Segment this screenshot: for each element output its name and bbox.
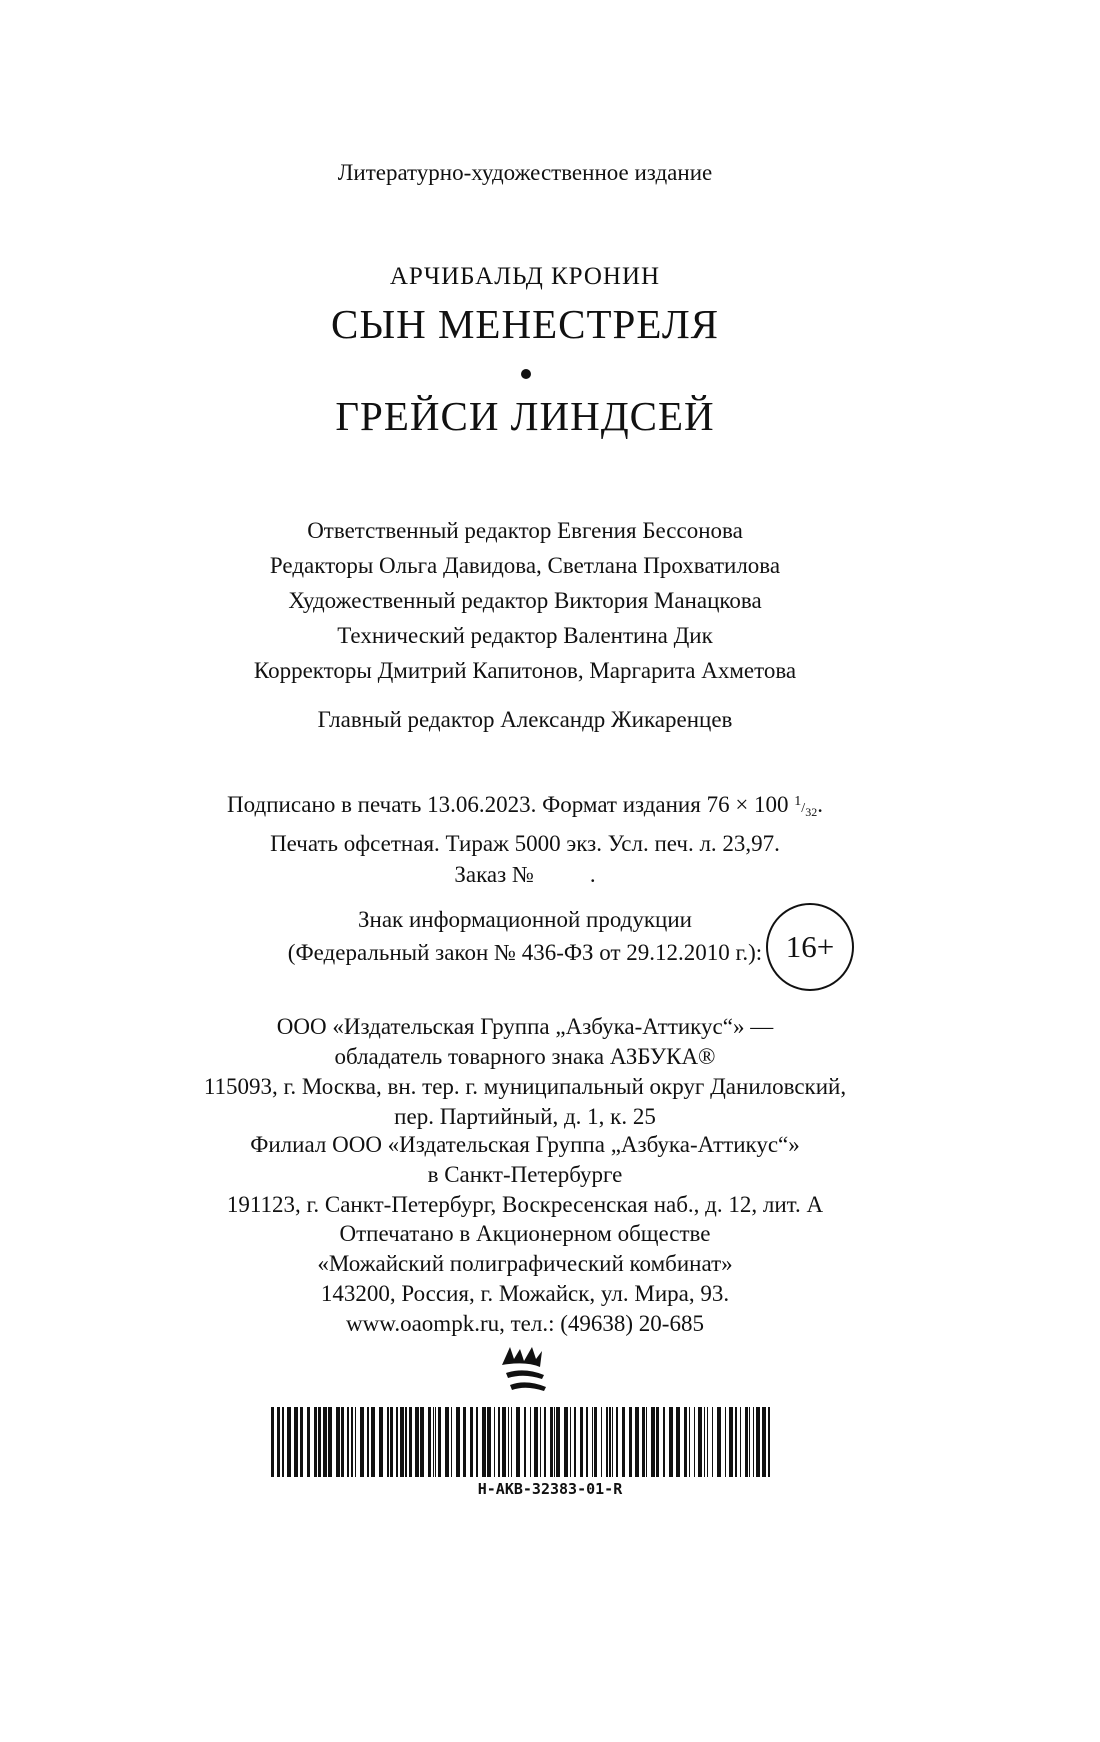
publisher-line: ООО «Издательская Группа „Азбука-Аттикус“» — (276, 1014, 774, 1039)
barcode-bar (540, 1407, 541, 1477)
barcode-bar (405, 1407, 407, 1477)
barcode-bar (712, 1407, 713, 1477)
barcode-bar (580, 1407, 583, 1477)
barcode-bar (601, 1407, 602, 1477)
printing-details (0, 786, 1050, 890)
barcode-bar (371, 1407, 375, 1477)
barcode-bar (612, 1407, 613, 1477)
barcode-bar (544, 1407, 546, 1477)
print-format-line (0, 786, 1050, 828)
barcode-bar (729, 1407, 733, 1477)
publisher-logo-icon (500, 1345, 552, 1395)
branch-line: 191123, г. Санкт-Петербург, Воскресенская наб., д. 12, лит. А (226, 1192, 824, 1217)
info-sign-text (0, 903, 1050, 969)
barcode-bar (609, 1407, 611, 1477)
barcode-bar (511, 1407, 512, 1477)
barcode-bar (574, 1407, 576, 1477)
barcode-bar (622, 1407, 625, 1477)
branch-info (0, 1130, 1050, 1220)
barcode-bar (277, 1407, 280, 1477)
title-separator-bullet (521, 369, 531, 379)
barcode-bar (707, 1407, 708, 1477)
printer-line: 143200, Россия, г. Можайск, ул. Мира, 93. (320, 1281, 730, 1306)
barcode-bar (550, 1407, 553, 1477)
barcode-bar (740, 1407, 741, 1477)
barcode-bar (570, 1407, 571, 1477)
publisher-info (0, 1012, 1050, 1132)
barcode-label: H-AKB-32383-01-R (477, 1480, 623, 1498)
barcode-bar (445, 1407, 449, 1477)
barcode-bar (456, 1407, 460, 1477)
barcode-bar (482, 1407, 486, 1477)
barcode-bar (725, 1407, 726, 1477)
barcode-bar (663, 1407, 665, 1477)
order-line (0, 859, 1050, 890)
barcode-bar (367, 1407, 369, 1477)
barcode-bar (745, 1407, 748, 1477)
credit-line: Ответственный редактор Евгения Бессонова (307, 518, 743, 543)
barcode-bar (694, 1407, 695, 1477)
barcode-bar (428, 1407, 431, 1477)
barcode-bar (669, 1407, 673, 1477)
branch-line: Филиал ООО «Издательская Группа „Азбука-Аттикус“» (250, 1132, 800, 1157)
barcode-bar (328, 1407, 332, 1477)
barcode-bar (768, 1407, 770, 1477)
printer-line: Отпечатано в Акционерном обществе (339, 1221, 711, 1246)
printer-line: www.oaompk.ru, тел.: (49638) 20-685 (346, 1311, 704, 1336)
barcode-bar (451, 1407, 452, 1477)
barcode (271, 1407, 775, 1477)
barcode-bar (592, 1407, 593, 1477)
barcode-bar (300, 1407, 303, 1477)
barcode-bar (676, 1407, 680, 1477)
credit-line: Технический редактор Валентина Дик (337, 623, 713, 648)
order-label: Заказ № (454, 862, 534, 887)
barcode-bar (294, 1407, 298, 1477)
fraction-denominator: 32 (805, 805, 818, 819)
barcode-bar (635, 1407, 639, 1477)
barcode-bar (534, 1407, 538, 1477)
barcode-bar (400, 1407, 404, 1477)
barcode-bar (282, 1407, 284, 1477)
barcode-bar (351, 1407, 353, 1477)
barcode-bar (646, 1407, 647, 1477)
barcode-bar (749, 1407, 750, 1477)
print-format-end: . (817, 792, 823, 817)
barcode-bar (564, 1407, 568, 1477)
barcode-bar (287, 1407, 291, 1477)
barcode-bar (704, 1407, 705, 1477)
barcode-bar (717, 1407, 721, 1477)
barcode-bar (433, 1407, 434, 1477)
barcode-bar (487, 1407, 491, 1477)
barcode-bar (586, 1407, 588, 1477)
barcode-bar (508, 1407, 509, 1477)
barcode-bar (438, 1407, 441, 1477)
print-run-line: Печать офсетная. Тираж 5000 экз. Усл. печ. л. 23,97. (270, 831, 780, 856)
order-end: . (589, 862, 596, 887)
barcode-bar (435, 1407, 436, 1477)
edition-type: Литературно-художественное издание (337, 160, 713, 185)
print-format-text: Подписано в печать 13.06.2023. Формат издания 76 × 100 (227, 792, 789, 817)
barcode-bar (756, 1407, 760, 1477)
barcode-bar (762, 1407, 766, 1477)
barcode-bar (314, 1407, 317, 1477)
fraction-numerator: 1 (794, 794, 802, 809)
info-sign-line-1: Знак информационной продукции (358, 907, 692, 932)
barcode-bar (594, 1407, 597, 1477)
barcode-bar (336, 1407, 340, 1477)
barcode-bar (355, 1407, 356, 1477)
barcode-bar (753, 1407, 754, 1477)
barcode-bar (642, 1407, 645, 1477)
publisher-line: 115093, г. Москва, вн. тер. г. муниципальный округ Даниловский, (203, 1074, 847, 1099)
barcode-bar (524, 1407, 526, 1477)
barcode-bar (516, 1407, 520, 1477)
chief-editor: Главный редактор Александр Жикаренцев (317, 707, 733, 732)
barcode-bar (606, 1407, 608, 1477)
barcode-bar (307, 1407, 310, 1477)
barcode-bar (360, 1407, 364, 1477)
barcode-bar (415, 1407, 419, 1477)
barcode-bar (698, 1407, 702, 1477)
barcode-bar (390, 1407, 393, 1477)
barcode-bar (735, 1407, 737, 1477)
barcode-bar (554, 1407, 555, 1477)
age-rating-badge: 16+ (766, 903, 854, 991)
barcode-bar (387, 1407, 389, 1477)
editorial-credits (0, 513, 1050, 688)
book-title-1: СЫН МЕНЕСТРЕЛЯ (331, 301, 719, 347)
credit-line: Художественный редактор Виктория Манацкова (288, 588, 762, 613)
printer-line: «Можайский полиграфический комбинат» (317, 1251, 733, 1276)
author-name: АРЧИБАЛЬД КРОНИН (389, 263, 661, 290)
barcode-bar (498, 1407, 500, 1477)
book-title-2: ГРЕЙСИ ЛИНДСЕЙ (335, 393, 715, 439)
credit-line: Редакторы Ольга Давидова, Светлана Прохватилова (269, 553, 781, 578)
barcode-bar (396, 1407, 398, 1477)
publisher-line: обладатель товарного знака АЗБУКА® (334, 1044, 716, 1069)
barcode-bar (470, 1407, 473, 1477)
barcode-bar (684, 1407, 687, 1477)
barcode-bar (271, 1407, 274, 1477)
barcode-bar (616, 1407, 618, 1477)
format-fraction: $^1/_{32}$ (794, 794, 818, 819)
barcode-bar (323, 1407, 327, 1477)
barcode-bar (494, 1407, 495, 1477)
barcode-bar (502, 1407, 506, 1477)
barcode-bar (656, 1407, 659, 1477)
barcode-bar (347, 1407, 349, 1477)
barcode-bar (420, 1407, 424, 1477)
barcode-bar (556, 1407, 560, 1477)
barcode-bar (689, 1407, 690, 1477)
barcode-bar (409, 1407, 412, 1477)
barcode-bar (379, 1407, 383, 1477)
barcode-bar (476, 1407, 478, 1477)
barcode-bar (651, 1407, 655, 1477)
publisher-line: пер. Партийный, д. 1, к. 25 (394, 1104, 656, 1129)
barcode-bar (629, 1407, 632, 1477)
credit-line: Корректоры Дмитрий Капитонов, Маргарита Ахметова (253, 658, 797, 683)
printer-info (0, 1219, 1050, 1339)
barcode-bar (463, 1407, 466, 1477)
barcode-bar (341, 1407, 344, 1477)
barcode-bar (318, 1407, 321, 1477)
branch-line: в Санкт-Петербурге (427, 1162, 623, 1187)
info-sign-line-2: (Федеральный закон № 436-ФЗ от 29.12.2010 г.): (287, 940, 763, 965)
barcode-bar (530, 1407, 531, 1477)
